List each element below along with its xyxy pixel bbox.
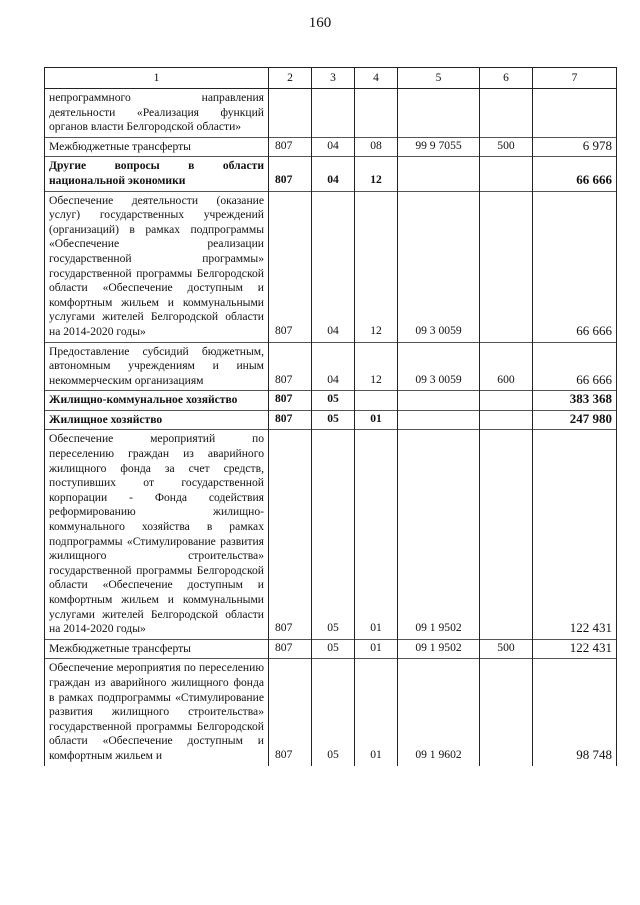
cell-expense-type — [480, 89, 533, 138]
cell-admin-code — [269, 89, 312, 138]
cell-admin-code: 807 — [269, 157, 312, 191]
cell-section: 05 — [312, 659, 355, 766]
cell-subsection — [355, 89, 398, 138]
cell-name: Межбюджетные трансферты — [45, 137, 269, 157]
cell-target-article — [398, 410, 480, 430]
cell-expense-type: 500 — [480, 137, 533, 157]
cell-section: 05 — [312, 391, 355, 411]
cell-subsection — [355, 391, 398, 411]
cell-admin-code: 807 — [269, 391, 312, 411]
cell-name: Другие вопросы в области национальной экономики — [45, 157, 269, 191]
cell-section: 04 — [312, 157, 355, 191]
header-col-1: 1 — [45, 68, 269, 89]
header-row — [45, 68, 617, 89]
cell-admin-code: 807 — [269, 191, 312, 342]
cell-admin-code: 807 — [269, 410, 312, 430]
header-col-6: 6 — [480, 68, 533, 89]
table-row — [45, 342, 617, 391]
cell-name: Жилищно-коммунальное хозяйство — [45, 391, 269, 411]
cell-amount: 66 666 — [533, 157, 617, 191]
cell-target-article — [398, 89, 480, 138]
cell-subsection: 01 — [355, 410, 398, 430]
cell-expense-type: 600 — [480, 342, 533, 391]
cell-expense-type — [480, 191, 533, 342]
cell-name: непрограммного направления деятельности «Реализация функций органов власти Белгородской области» — [45, 89, 269, 138]
table-row — [45, 430, 617, 639]
table-row — [45, 391, 617, 411]
page-number: 160 — [308, 15, 332, 31]
cell-target-article: 09 3 0059 — [398, 191, 480, 342]
cell-admin-code: 807 — [269, 639, 312, 659]
cell-expense-type — [480, 157, 533, 191]
table-row — [45, 89, 617, 138]
header-col-3: 3 — [312, 68, 355, 89]
cell-target-article: 09 1 9502 — [398, 639, 480, 659]
cell-name: Межбюджетные трансферты — [45, 639, 269, 659]
table-row — [45, 410, 617, 430]
cell-expense-type — [480, 391, 533, 411]
header-col-4: 4 — [355, 68, 398, 89]
cell-name: Предоставление субсидий бюджетным, автономным учреждениям и иным некоммерческим организациям — [45, 342, 269, 391]
cell-name: Обеспечение мероприятия по переселению граждан из аварийного жилищного фонда в рамках подпрограммы «Стимулирование развития жилищного строительства» государственной программы Белгородской области «Обеспечение доступным и комфортным жильем и — [45, 659, 269, 766]
cell-amount — [533, 89, 617, 138]
table-row — [45, 659, 617, 766]
cell-section: 04 — [312, 342, 355, 391]
cell-subsection: 01 — [355, 659, 398, 766]
table-row — [45, 137, 617, 157]
cell-subsection: 12 — [355, 157, 398, 191]
table-body — [45, 89, 617, 766]
cell-expense-type: 500 — [480, 639, 533, 659]
cell-admin-code: 807 — [269, 342, 312, 391]
cell-expense-type — [480, 659, 533, 766]
cell-target-article — [398, 157, 480, 191]
cell-admin-code: 807 — [269, 430, 312, 639]
cell-target-article: 09 3 0059 — [398, 342, 480, 391]
header-col-2: 2 — [269, 68, 312, 89]
header-col-7: 7 — [533, 68, 617, 89]
cell-subsection: 12 — [355, 342, 398, 391]
cell-name: Жилищное хозяйство — [45, 410, 269, 430]
cell-amount: 122 431 — [533, 639, 617, 659]
cell-expense-type — [480, 430, 533, 639]
cell-amount: 98 748 — [533, 659, 617, 766]
cell-amount: 247 980 — [533, 410, 617, 430]
cell-admin-code: 807 — [269, 659, 312, 766]
cell-amount: 6 978 — [533, 137, 617, 157]
budget-table — [44, 67, 617, 766]
cell-target-article — [398, 391, 480, 411]
cell-amount: 122 431 — [533, 430, 617, 639]
header-col-5: 5 — [398, 68, 480, 89]
cell-name: Обеспечение деятельности (оказание услуг) государственных учреждений (организаций) в рамках подпрограммы «Обеспечение реализации государственной программы» государственной программы Белгородской области «Обеспечение доступным и комфортным жильем и коммунальными услугами жителей Белгородской области на 2014-2020 годы» — [45, 191, 269, 342]
cell-subsection: 08 — [355, 137, 398, 157]
cell-target-article: 99 9 7055 — [398, 137, 480, 157]
cell-target-article: 09 1 9602 — [398, 659, 480, 766]
cell-section: 04 — [312, 191, 355, 342]
cell-section: 04 — [312, 137, 355, 157]
table-row — [45, 191, 617, 342]
cell-amount: 66 666 — [533, 191, 617, 342]
cell-admin-code: 807 — [269, 137, 312, 157]
cell-section: 05 — [312, 430, 355, 639]
cell-name: Обеспечение мероприятий по переселению граждан из аварийного жилищного фонда за счет средств, поступивших от государственной корпорации - Фонда содействия реформированию жилищно-коммунального хозяйства в рамках подпрограммы «Стимулирование развития жилищного строительства» государственной программы Белгородской области «Обеспечение доступным и комфортным жильем и коммунальными услугами жителей Белгородской области на 2014-2020 годы» — [45, 430, 269, 639]
cell-section — [312, 89, 355, 138]
cell-target-article: 09 1 9502 — [398, 430, 480, 639]
cell-section: 05 — [312, 410, 355, 430]
cell-expense-type — [480, 410, 533, 430]
cell-subsection: 01 — [355, 430, 398, 639]
table-row — [45, 639, 617, 659]
cell-section: 05 — [312, 639, 355, 659]
cell-subsection: 01 — [355, 639, 398, 659]
cell-subsection: 12 — [355, 191, 398, 342]
cell-amount: 383 368 — [533, 391, 617, 411]
table-row — [45, 157, 617, 191]
cell-amount: 66 666 — [533, 342, 617, 391]
